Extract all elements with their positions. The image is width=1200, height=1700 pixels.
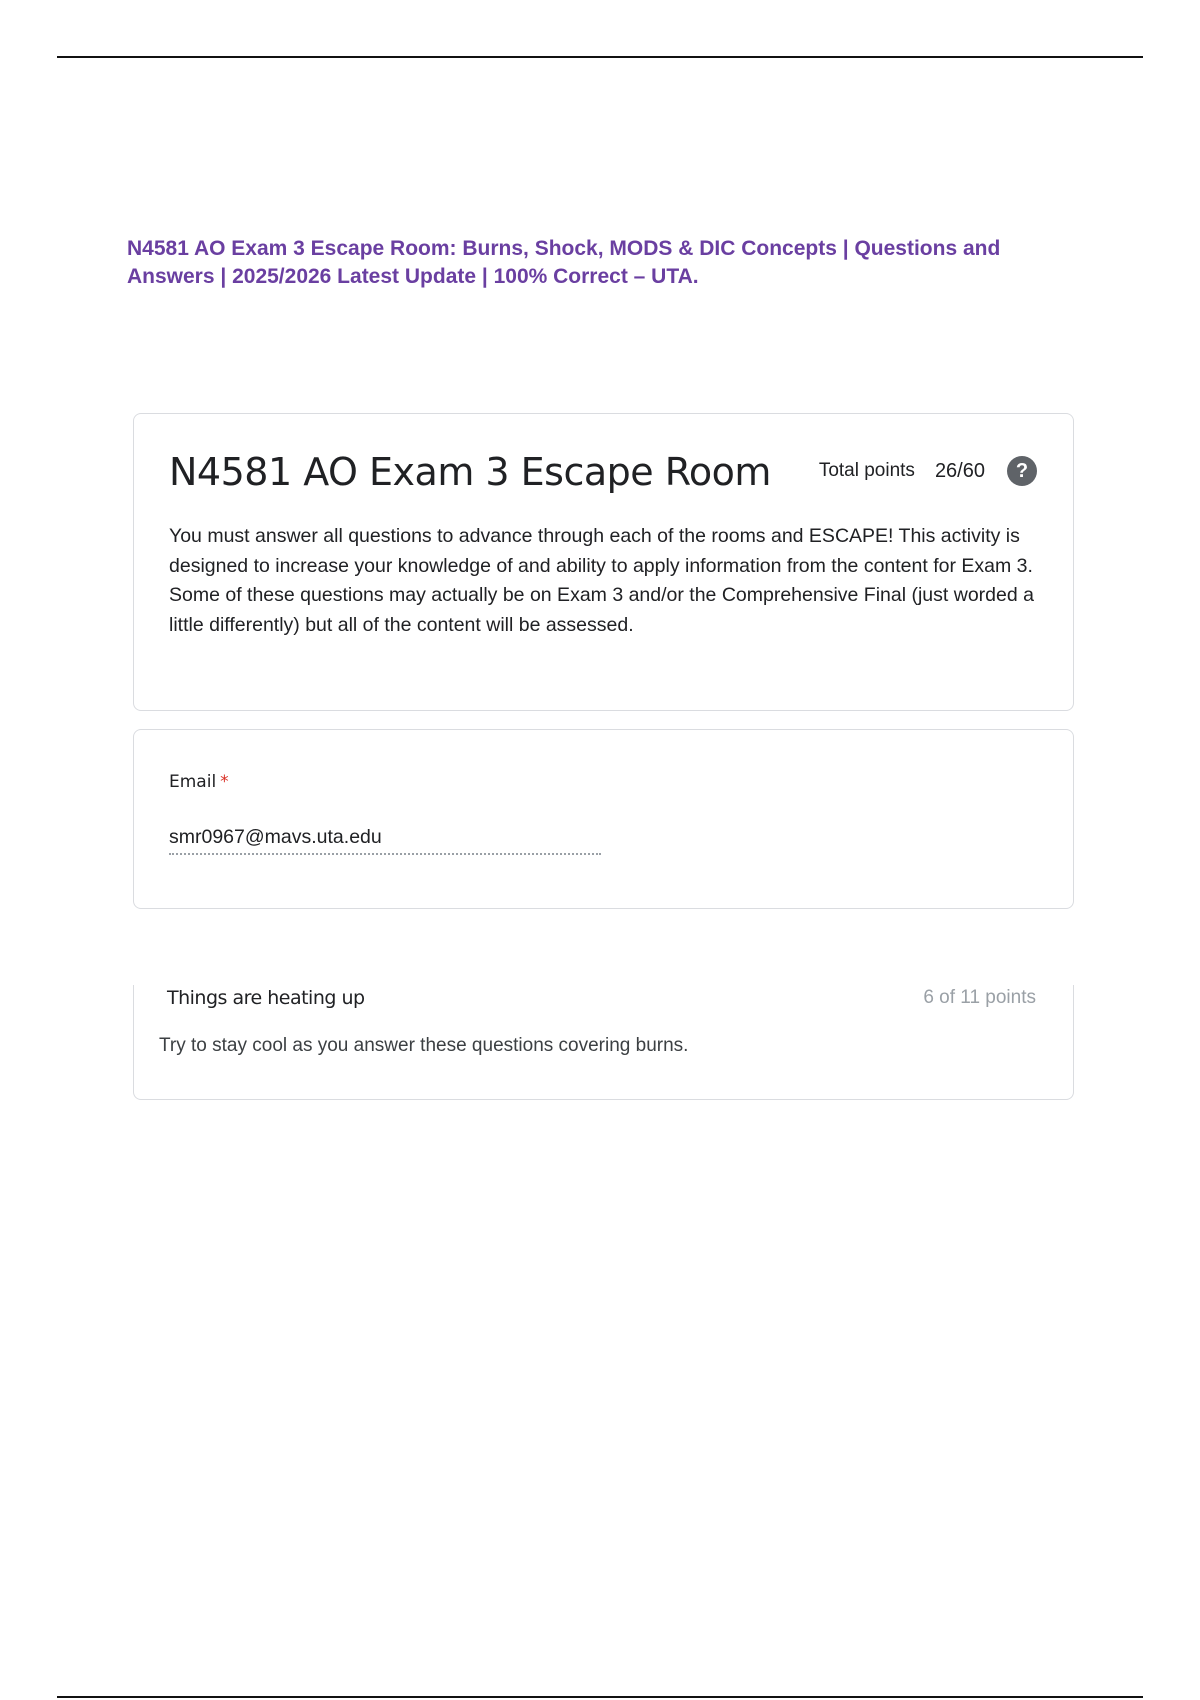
section-title: Things are heating up bbox=[167, 987, 365, 1009]
section-points: 6 of 11 points bbox=[923, 987, 1036, 1008]
total-points bbox=[819, 456, 1037, 486]
top-rule bbox=[57, 56, 1143, 58]
email-label bbox=[169, 772, 229, 792]
help-circle-icon[interactable]: ? bbox=[1007, 456, 1037, 486]
email-field[interactable]: smr0967@mavs.uta.edu bbox=[169, 826, 601, 855]
section-description: Try to stay cool as you answer these questions covering burns. bbox=[159, 1035, 689, 1056]
total-points-value: 26/60 bbox=[934, 459, 985, 482]
form-header-card bbox=[133, 413, 1074, 711]
total-points-label: Total points bbox=[818, 460, 915, 481]
form-description: You must answer all questions to advance through each of the rooms and ESCAPE! This activity is designed to increase your knowledge of and ability to apply information from the content for Exam 3. Some of these questions may actually be on Exam 3 and/or the Comprehensive Final (just worded a little differently) but all of the content will be assessed. bbox=[169, 525, 1034, 636]
email-question-card bbox=[133, 729, 1074, 909]
required-asterisk: * bbox=[220, 772, 229, 792]
email-label-text: Email bbox=[169, 772, 217, 792]
document-title: N4581 AO Exam 3 Escape Room: Burns, Shock, MODS & DIC Concepts | Questions and Answers | 2025/2026 Latest Update | 100% Correct – UTA. bbox=[127, 237, 1001, 288]
bottom-rule bbox=[57, 1696, 1143, 1698]
form-title: N4581 AO Exam 3 Escape Room bbox=[169, 450, 771, 494]
